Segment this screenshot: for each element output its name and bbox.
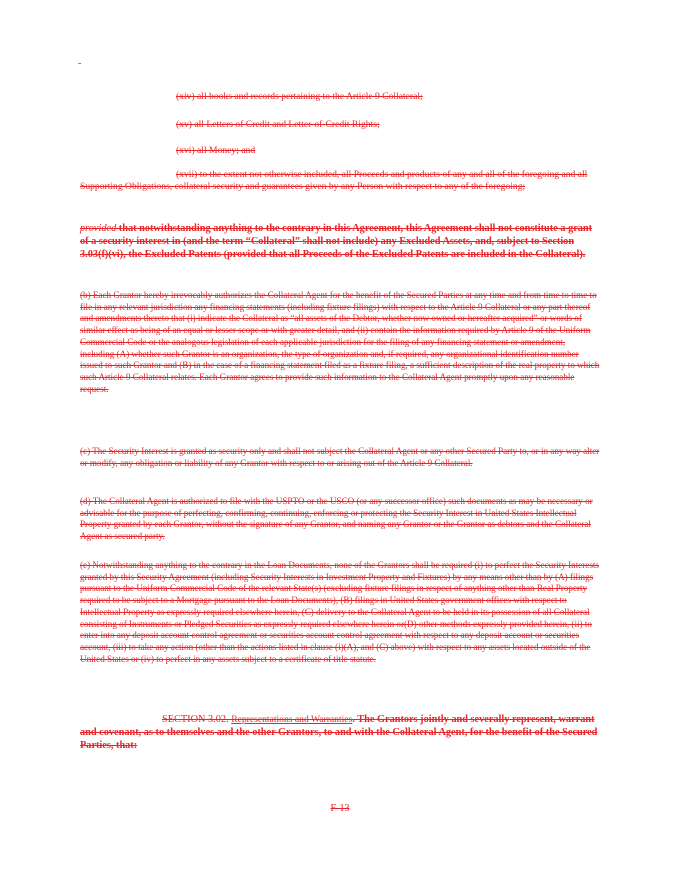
paragraph-b: (b) Each Grantor hereby irrevocably authorizes the Collateral Agent for the benefit of the Secured Parties at any time and from time to time to file in any relevant jurisdiction any financing statements (including fixture filings) with respect to the Article 9 Collateral or any part thereof and amendments thereto that (i) indicate the Collateral as “all assets of the Debtor, whether now owned or hereafter acquired” or words of similar effect as being of an equal or lesser scope or with greater detail, and (ii) contain the information required by Article 9 of the Uniform Commercial Code or the analogous legislation of each applicable jurisdiction for the filing of any financing statement or amendment, including (A) whether such Grantor is an organization, the type of organization and, if required, any organizational identification number issued to such Grantor and (B) in the case of a financing statement filed as a fixture filing, a sufficient description of the real property to which such Article 9 Collateral relates. Each Grantor agrees to provide such information to the Collateral Agent promptly upon any reasonable request. — [80, 290, 600, 394]
section-title: Representations and Warranties — [231, 714, 353, 725]
list-item-xvi: (xvi) all Money; and — [176, 145, 256, 156]
list-item-xiv: (xiv) all books and records pertaining to the Article 9 Collateral; — [176, 91, 423, 102]
list-item-xvii: (xvii) to the extent not otherwise included, all Proceeds and products of any and all of the foregoing and all Supporting Obligations, collateral security and guarantees given by any Person with respect to any of the foregoing; — [80, 169, 588, 192]
section-body: . The Grantors jointly and severally represent, warrant and covenant, as to themselves and the other Grantors, to and with the Collateral Agent, for the benefit of the Secured Parties, that: — [80, 714, 598, 751]
section-3-02 — [80, 713, 600, 752]
change-marker: - — [78, 58, 82, 69]
section-number: SECTION 3.02. — [162, 714, 232, 725]
paragraph-e: (e) Notwithstanding anything to the contrary in the Loan Documents, none of the Grantors shall be required (i) to perfect the Security Interests granted by this Security Agreement (including Security Interests in Investment Property and Fixtures) by any means other than by (A) filings pursuant to the Uniform Commercial Code of the relevant State(s) (excluding fixture filings in respect of anything other than Real Property required to be subject to a Mortgage pursuant to the Loan Documents), (B) filings in United States government offices with respect to Intellectual Property as expressly required elsewhere herein, (C) delivery to the Collateral Agent to be held in its possession of all Collateral consisting of Instruments or Pledged Securities as expressly required elsewhere herein or(D) other methods expressly provided herein, (ii) to enter into any deposit account control agreement or securities account control agreement with respect to any deposit account or securities account, (iii) to take any action (other than the actions listed in clause (i)(A), and (C) above) with respect to any assets located outside of the United States or (iv) to perfect in any assets subject to a certificate of title statute. — [80, 560, 599, 664]
proviso-italic: provided — [80, 223, 117, 234]
list-item-xv: (xv) all Letters of Credit and Letter-of-Credit Rights; — [176, 119, 380, 130]
paragraph-d: (d) The Collateral Agent is authorized to file with the USPTO or the USCO (or any successor office) such documents as may be necessary or advisable for the purpose of perfecting, confirming, continuing, enforcing or protecting the Security Interest in United States Intellectual Property granted by each Grantor, without the signature of any Grantor, and naming any Grantor or the Grantor as debtors and the Collateral Agent as secured party. — [80, 496, 593, 542]
paragraph-c: (c) The Security Interest is granted as security only and shall not subject the Collateral Agent or any other Secured Party to, or in any way alter or modify, any obligation or liability of any Grantor with respect to or arising out of the Article 9 Collateral. — [80, 446, 600, 468]
proviso-text: that notwithstanding anything to the contrary in this Agreement, this Agreement shall not constitute a grant of a security interest in (and the term “Collateral” shall not include) any Excluded Assets, and, subject to Section 3.03(f)(vi), the Excluded Patents (provided that all Proceeds of the Excluded Patents are included in the Collateral). — [80, 223, 593, 260]
page-number: F-13 — [330, 803, 350, 814]
proviso-paragraph — [80, 222, 600, 261]
